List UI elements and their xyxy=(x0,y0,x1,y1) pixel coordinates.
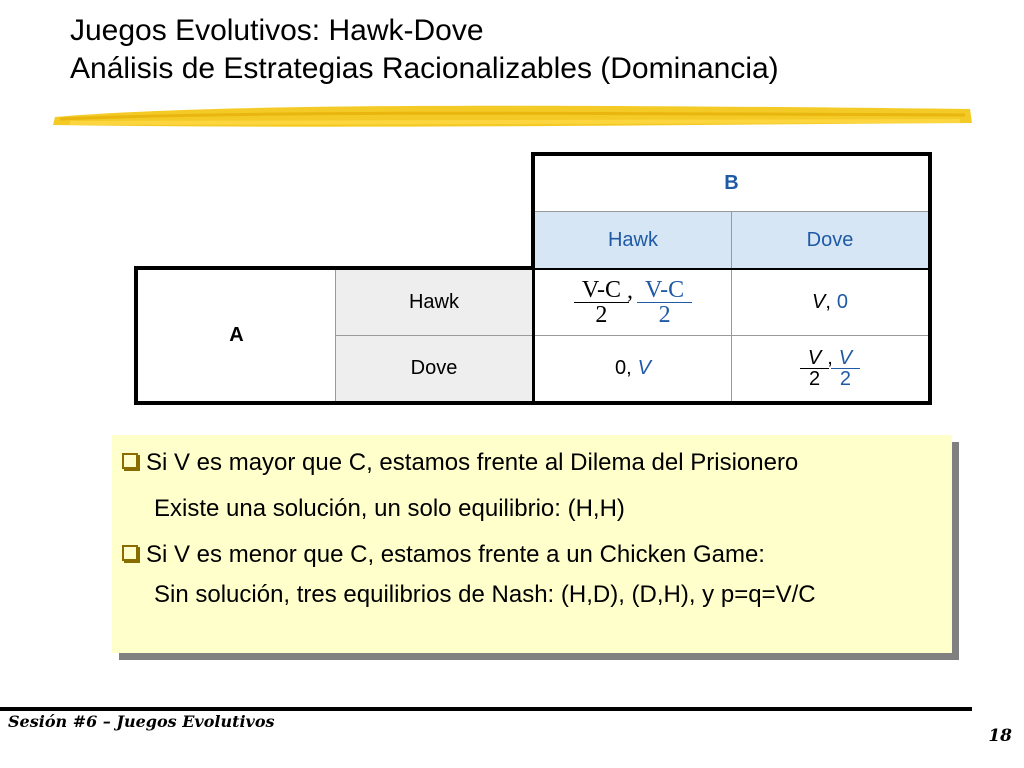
numerator: V xyxy=(838,347,853,369)
numerator: V-C xyxy=(645,277,685,303)
payoff-a-fraction xyxy=(804,348,825,389)
separator: , xyxy=(827,347,833,369)
col-header-dove: Dove xyxy=(732,211,928,268)
separator: , xyxy=(825,291,831,313)
payoff-b: V xyxy=(637,357,652,379)
separator: , xyxy=(627,278,633,304)
payoff-dove-dove xyxy=(732,336,928,401)
denominator: 2 xyxy=(637,302,692,327)
note-text: Existe una solución, un solo equilibrio: (H,H) xyxy=(154,495,625,522)
payoff-a: 0 xyxy=(614,357,627,379)
payoff-a-fraction xyxy=(578,278,625,327)
denominator: 2 xyxy=(574,302,629,327)
slide-title xyxy=(70,12,779,88)
player-b-label: B xyxy=(724,172,739,194)
payoff-a: V xyxy=(811,291,826,313)
note-text: Si V es menor que C, estamos frente a un Chicken Game: xyxy=(146,541,765,568)
page-number: 18 xyxy=(988,726,1012,746)
note-item xyxy=(154,495,625,523)
title-line-1: Juegos Evolutivos: Hawk-Dove xyxy=(70,14,484,47)
col-header-hawk: Hawk xyxy=(535,211,732,268)
player-a-label: A xyxy=(229,324,244,346)
note-text: Sin solución, tres equilibrios de Nash: (H,D), (D,H), y p=q=V/C xyxy=(154,581,816,608)
note-text: Si V es mayor que C, estamos frente al Dilema del Prisionero xyxy=(146,449,799,476)
note-item xyxy=(122,541,765,569)
notes-box xyxy=(112,435,952,653)
denominator: 2 xyxy=(831,368,860,389)
note-item xyxy=(154,581,816,609)
row-header-dove: Dove xyxy=(335,336,532,401)
payoff-hawk-hawk xyxy=(535,270,732,336)
checkbox-bullet-icon xyxy=(122,453,138,469)
separator: , xyxy=(626,357,632,379)
footer-divider xyxy=(0,707,972,711)
numerator: V xyxy=(807,347,822,369)
numerator: V-C xyxy=(581,277,621,303)
payoff-b-fraction xyxy=(641,278,688,327)
note-item xyxy=(122,449,798,477)
payoff-b: 0 xyxy=(836,291,849,313)
denominator: 2 xyxy=(800,368,829,389)
title-line-2: Análisis de Estrategias Racionalizables (Dominancia) xyxy=(70,52,779,85)
title-brush-stroke xyxy=(50,95,975,135)
payoff-dove-hawk xyxy=(535,336,732,401)
checkbox-bullet-icon xyxy=(122,545,138,561)
row-header-hawk: Hawk xyxy=(335,270,532,336)
session-label: Sesión #6 – Juegos Evolutivos xyxy=(8,712,275,731)
payoff-hawk-dove xyxy=(732,270,928,336)
payoff-b-fraction xyxy=(835,348,856,389)
